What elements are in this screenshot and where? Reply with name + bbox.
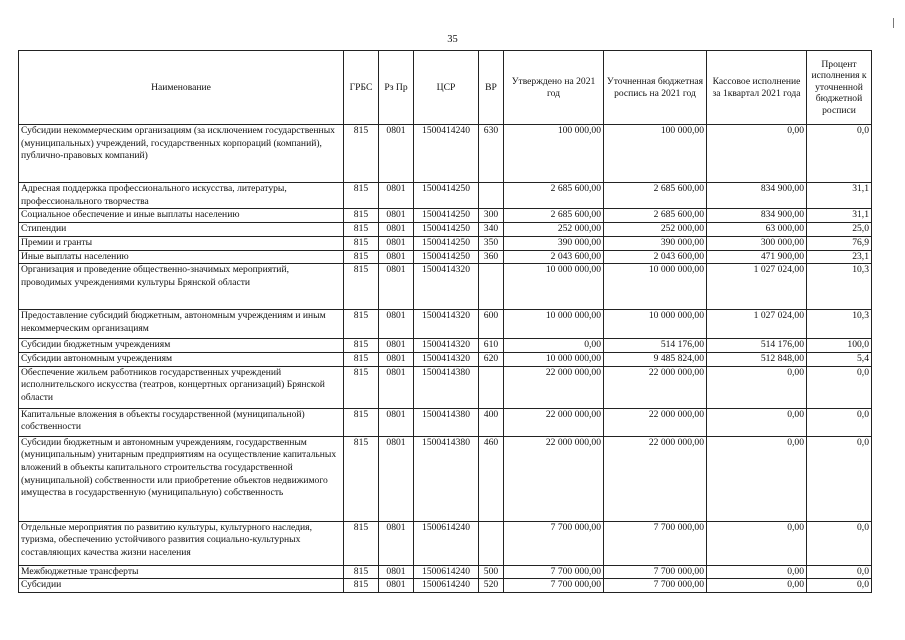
cell-name: Отдельные мероприятия по развитию культуры, культурного наследия, туризма, обеспечению устойчивого развития социально-культурных составляющих качества жизни населения (19, 521, 344, 565)
cell-vr (479, 183, 504, 209)
cell-name: Иные выплаты населению (19, 250, 344, 264)
cell-refined: 390 000,00 (604, 236, 707, 250)
cell-cash: 0,00 (707, 436, 807, 521)
cell-percent: 31,1 (807, 209, 872, 223)
cell-approved: 390 000,00 (504, 236, 604, 250)
cell-grbs: 815 (344, 339, 379, 353)
cell-rzpr: 0801 (379, 436, 414, 521)
table-row (19, 366, 872, 408)
cell-percent: 25,0 (807, 223, 872, 237)
cell-grbs: 815 (344, 250, 379, 264)
cell-csr: 1500414380 (414, 436, 479, 521)
cell-vr: 630 (479, 125, 504, 183)
table-row (19, 521, 872, 565)
cell-percent: 10,3 (807, 310, 872, 339)
cell-rzpr: 0801 (379, 310, 414, 339)
cell-grbs: 815 (344, 521, 379, 565)
cell-rzpr: 0801 (379, 264, 414, 310)
table-row (19, 579, 872, 593)
cell-cash: 0,00 (707, 579, 807, 593)
cell-percent: 31,1 (807, 183, 872, 209)
cell-grbs: 815 (344, 436, 379, 521)
table-row (19, 264, 872, 310)
table-row (19, 236, 872, 250)
table-row (19, 310, 872, 339)
cell-grbs: 815 (344, 408, 379, 436)
cell-cash: 471 900,00 (707, 250, 807, 264)
cell-name: Субсидии (19, 579, 344, 593)
cell-refined: 2 685 600,00 (604, 183, 707, 209)
cell-csr: 1500414250 (414, 236, 479, 250)
cell-csr: 1500414250 (414, 223, 479, 237)
cell-percent: 76,9 (807, 236, 872, 250)
cell-rzpr: 0801 (379, 579, 414, 593)
scan-edge-mark (893, 18, 894, 28)
header-rzpr: Рз Пр (379, 51, 414, 125)
cell-name: Премии и гранты (19, 236, 344, 250)
header-approved: Утверждено на 2021 год (504, 51, 604, 125)
cell-csr: 1500414240 (414, 125, 479, 183)
cell-approved: 22 000 000,00 (504, 408, 604, 436)
cell-csr: 1500414250 (414, 209, 479, 223)
cell-approved: 2 685 600,00 (504, 183, 604, 209)
table-row (19, 565, 872, 579)
cell-name: Субсидии бюджетным учреждениям (19, 339, 344, 353)
header-name: Наименование (19, 51, 344, 125)
cell-percent: 0,0 (807, 579, 872, 593)
cell-refined: 7 700 000,00 (604, 565, 707, 579)
cell-csr: 1500414250 (414, 250, 479, 264)
cell-approved: 2 043 600,00 (504, 250, 604, 264)
cell-percent: 0,0 (807, 366, 872, 408)
cell-approved: 7 700 000,00 (504, 521, 604, 565)
table-row (19, 223, 872, 237)
cell-vr: 600 (479, 310, 504, 339)
cell-refined: 2 685 600,00 (604, 209, 707, 223)
cell-refined: 7 700 000,00 (604, 579, 707, 593)
cell-csr: 1500414320 (414, 264, 479, 310)
cell-csr: 1500414380 (414, 366, 479, 408)
cell-grbs: 815 (344, 264, 379, 310)
cell-refined: 514 176,00 (604, 339, 707, 353)
cell-rzpr: 0801 (379, 236, 414, 250)
cell-percent: 0,0 (807, 125, 872, 183)
cell-approved: 22 000 000,00 (504, 436, 604, 521)
cell-refined: 10 000 000,00 (604, 264, 707, 310)
cell-approved: 22 000 000,00 (504, 366, 604, 408)
cell-csr: 1500614240 (414, 579, 479, 593)
cell-rzpr: 0801 (379, 521, 414, 565)
cell-name: Обеспечение жильем работников государственных учреждений исполнительского искусства (театров, концертных организаций) Брянской области (19, 366, 344, 408)
cell-grbs: 815 (344, 565, 379, 579)
table-row (19, 125, 872, 183)
cell-cash: 0,00 (707, 366, 807, 408)
table-row (19, 183, 872, 209)
cell-name: Капитальные вложения в объекты государственной (муниципальной) собственности (19, 408, 344, 436)
cell-vr (479, 521, 504, 565)
cell-approved: 2 685 600,00 (504, 209, 604, 223)
cell-percent: 0,0 (807, 521, 872, 565)
cell-rzpr: 0801 (379, 565, 414, 579)
cell-approved: 252 000,00 (504, 223, 604, 237)
cell-name: Субсидии некоммерческим организациям (за исключением государственных (муниципальных) учреждений, государственных корпораций (компаний), публично-правовых компаний) (19, 125, 344, 183)
cell-cash: 514 176,00 (707, 339, 807, 353)
cell-approved: 7 700 000,00 (504, 579, 604, 593)
budget-table (18, 50, 872, 593)
cell-grbs: 815 (344, 352, 379, 366)
cell-percent: 0,0 (807, 436, 872, 521)
cell-csr: 1500414320 (414, 339, 479, 353)
cell-refined: 100 000,00 (604, 125, 707, 183)
cell-approved: 10 000 000,00 (504, 310, 604, 339)
cell-rzpr: 0801 (379, 183, 414, 209)
cell-name: Организация и проведение общественно-значимых мероприятий, проводимых учреждениями культуры Брянской области (19, 264, 344, 310)
cell-cash: 512 848,00 (707, 352, 807, 366)
header-grbs: ГРБС (344, 51, 379, 125)
cell-refined: 9 485 824,00 (604, 352, 707, 366)
cell-vr (479, 366, 504, 408)
cell-vr: 460 (479, 436, 504, 521)
cell-grbs: 815 (344, 223, 379, 237)
cell-csr: 1500614240 (414, 521, 479, 565)
cell-rzpr: 0801 (379, 125, 414, 183)
cell-name: Адресная поддержка профессионального искусства, литературы, профессионального творчества (19, 183, 344, 209)
header-csr: ЦСР (414, 51, 479, 125)
cell-name: Предоставление субсидий бюджетным, автономным учреждениям и иным некоммерческим организациям (19, 310, 344, 339)
cell-cash: 0,00 (707, 408, 807, 436)
cell-name: Субсидии автономным учреждениям (19, 352, 344, 366)
cell-approved: 7 700 000,00 (504, 565, 604, 579)
cell-cash: 300 000,00 (707, 236, 807, 250)
header-row (19, 51, 872, 125)
cell-refined: 22 000 000,00 (604, 436, 707, 521)
cell-percent: 0,0 (807, 565, 872, 579)
cell-percent: 100,0 (807, 339, 872, 353)
cell-vr: 340 (479, 223, 504, 237)
cell-vr: 620 (479, 352, 504, 366)
cell-csr: 1500414250 (414, 183, 479, 209)
cell-refined: 22 000 000,00 (604, 408, 707, 436)
cell-rzpr: 0801 (379, 223, 414, 237)
cell-percent: 5,4 (807, 352, 872, 366)
table-row (19, 209, 872, 223)
cell-grbs: 815 (344, 310, 379, 339)
cell-csr: 1500414380 (414, 408, 479, 436)
header-percent: Процент исполнения к уточненной бюджетной росписи (807, 51, 872, 125)
header-refined: Уточненная бюджетная роспись на 2021 год (604, 51, 707, 125)
cell-cash: 834 900,00 (707, 183, 807, 209)
cell-name: Стипендии (19, 223, 344, 237)
cell-vr: 360 (479, 250, 504, 264)
cell-approved: 0,00 (504, 339, 604, 353)
cell-cash: 1 027 024,00 (707, 264, 807, 310)
table-row (19, 436, 872, 521)
cell-vr: 350 (479, 236, 504, 250)
cell-percent: 23,1 (807, 250, 872, 264)
cell-cash: 0,00 (707, 565, 807, 579)
cell-vr: 520 (479, 579, 504, 593)
cell-csr: 1500614240 (414, 565, 479, 579)
cell-grbs: 815 (344, 125, 379, 183)
cell-vr: 300 (479, 209, 504, 223)
cell-refined: 7 700 000,00 (604, 521, 707, 565)
cell-rzpr: 0801 (379, 352, 414, 366)
cell-name: Межбюджетные трансферты (19, 565, 344, 579)
cell-refined: 2 043 600,00 (604, 250, 707, 264)
cell-approved: 100 000,00 (504, 125, 604, 183)
cell-grbs: 815 (344, 236, 379, 250)
cell-rzpr: 0801 (379, 250, 414, 264)
cell-approved: 10 000 000,00 (504, 352, 604, 366)
cell-grbs: 815 (344, 366, 379, 408)
cell-percent: 10,3 (807, 264, 872, 310)
cell-cash: 1 027 024,00 (707, 310, 807, 339)
header-vr: ВР (479, 51, 504, 125)
cell-rzpr: 0801 (379, 209, 414, 223)
cell-percent: 0,0 (807, 408, 872, 436)
cell-rzpr: 0801 (379, 339, 414, 353)
table-row (19, 339, 872, 353)
cell-cash: 63 000,00 (707, 223, 807, 237)
cell-vr: 610 (479, 339, 504, 353)
cell-grbs: 815 (344, 579, 379, 593)
cell-name: Социальное обеспечение и иные выплаты населению (19, 209, 344, 223)
cell-rzpr: 0801 (379, 366, 414, 408)
cell-vr (479, 264, 504, 310)
table-row (19, 250, 872, 264)
cell-refined: 252 000,00 (604, 223, 707, 237)
cell-grbs: 815 (344, 183, 379, 209)
cell-cash: 0,00 (707, 125, 807, 183)
table-row (19, 408, 872, 436)
cell-cash: 0,00 (707, 521, 807, 565)
header-cash: Кассовое исполнение за 1квартал 2021 года (707, 51, 807, 125)
cell-vr: 400 (479, 408, 504, 436)
cell-refined: 22 000 000,00 (604, 366, 707, 408)
cell-cash: 834 900,00 (707, 209, 807, 223)
cell-rzpr: 0801 (379, 408, 414, 436)
page-number: 35 (447, 34, 458, 45)
cell-name: Субсидии бюджетным и автономным учреждениям, государственным (муниципальным) унитарным предприятиям на осуществление капитальных вложений в объекты капитального строительства государственной (муниципальной) собственности или приобретение объектов недвижимого имущества в государственную (муниципальную) собственность (19, 436, 344, 521)
cell-refined: 10 000 000,00 (604, 310, 707, 339)
cell-csr: 1500414320 (414, 310, 479, 339)
cell-approved: 10 000 000,00 (504, 264, 604, 310)
cell-csr: 1500414320 (414, 352, 479, 366)
cell-grbs: 815 (344, 209, 379, 223)
table-row (19, 352, 872, 366)
cell-vr: 500 (479, 565, 504, 579)
